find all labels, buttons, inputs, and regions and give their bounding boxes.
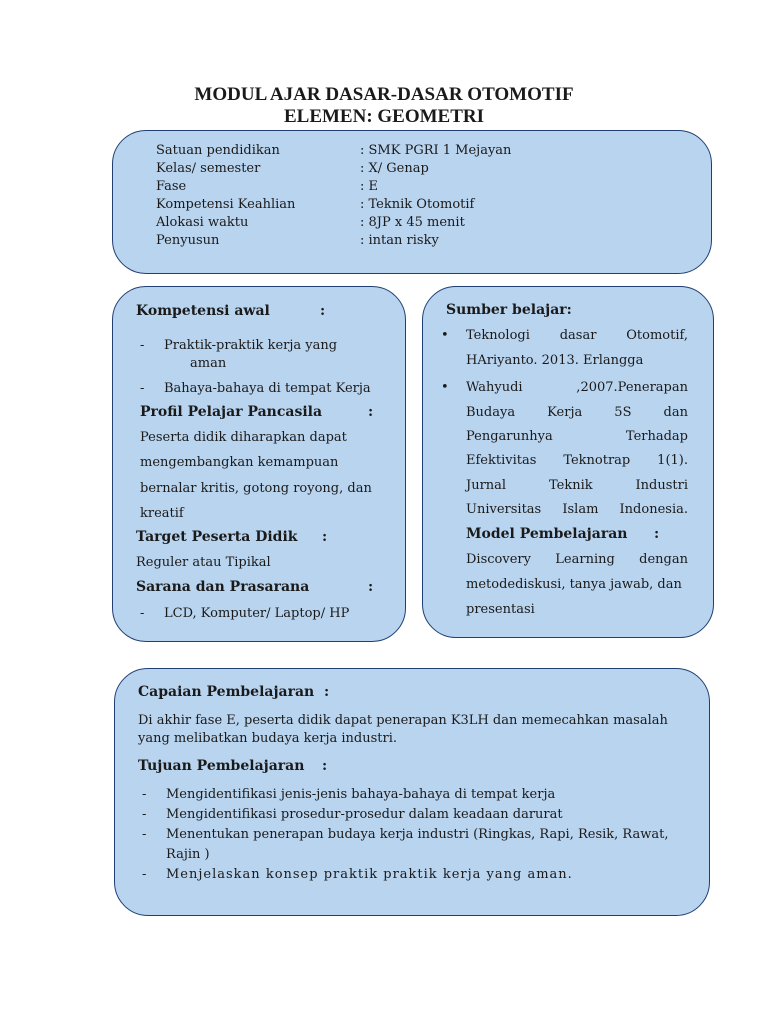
info-label-alokasi: Alokasi waktu <box>156 215 249 230</box>
tujuan-heading: Tujuan Pembelajaran <box>138 758 305 774</box>
ref2-line-4: Efektivitas Teknotrap 1(1). <box>466 453 688 468</box>
kompetensi-dash-2: - <box>140 381 145 396</box>
ref1-line-1: Teknologi dasar Otomotif, <box>466 328 688 343</box>
info-label-kompetensi: Kompetensi Keahlian <box>156 197 296 212</box>
profil-line-3: bernalar kritis, gotong royong, dan <box>140 481 372 496</box>
kompetensi-item-1-cont: aman <box>190 356 227 371</box>
sumber-heading: Sumber belajar: <box>446 302 572 318</box>
tujuan-item-3-cont: Rajin ) <box>166 847 210 862</box>
capaian-line-2: yang melibatkan budaya kerja industri. <box>138 731 398 746</box>
profil-colon: : <box>368 404 374 420</box>
info-value-penyusun: : intan risky <box>360 233 439 248</box>
kompetensi-item-2: Bahaya-bahaya di tempat Kerja <box>164 381 371 396</box>
profil-line-4: kreatif <box>140 506 184 521</box>
info-value-alokasi: : 8JP x 45 menit <box>360 215 465 230</box>
model-line-1: Discovery Learning dengan <box>466 552 688 567</box>
tujuan-dash-4: - <box>142 867 147 882</box>
sarana-colon: : <box>368 579 374 595</box>
tujuan-item-1: Mengidentifikasi jenis-jenis bahaya-bahaya di tempat kerja <box>166 787 556 802</box>
page-subtitle: ELEMEN: GEOMETRI <box>283 106 485 127</box>
info-label-satuan: Satuan pendidikan <box>156 143 280 158</box>
info-value-kompetensi: : Teknik Otomotif <box>360 197 475 212</box>
sarana-heading: Sarana dan Prasarana <box>136 579 310 595</box>
profil-heading: Profil Pelajar Pancasila <box>140 404 323 420</box>
sarana-item: LCD, Komputer/ Laptop/ HP <box>164 606 350 621</box>
tujuan-item-3: Menentukan penerapan budaya kerja industri (Ringkas, Rapi, Resik, Rawat, <box>166 827 669 842</box>
sarana-dash: - <box>140 606 145 621</box>
capaian-line-1: Di akhir fase E, peserta didik dapat penerapan K3LH dan memecahkan masalah <box>138 713 668 728</box>
ref-bullet-1: • <box>441 328 449 343</box>
tujuan-item-4: Menjelaskan konsep praktik praktik kerja yang aman. <box>166 867 573 882</box>
kompetensi-colon: : <box>320 303 326 319</box>
profil-line-2: mengembangkan kemampuan <box>140 455 339 470</box>
target-heading: Target Peserta Didik <box>136 529 298 545</box>
model-line-2: metodediskusi, tanya jawab, dan <box>466 577 682 592</box>
info-value-kelas: : X/ Genap <box>360 161 429 176</box>
page-title: MODUL AJAR DASAR-DASAR OTOMOTIF <box>194 84 574 105</box>
info-label-kelas: Kelas/ semester <box>156 161 261 176</box>
target-text: Reguler atau Tipikal <box>136 555 271 570</box>
ref2-line-1: Wahyudi ,2007.Penerapan <box>466 380 688 395</box>
profil-line-1: Peserta didik diharapkan dapat <box>140 430 347 445</box>
info-label-fase: Fase <box>156 179 187 194</box>
capaian-colon: : <box>324 684 330 700</box>
info-value-fase: : E <box>360 179 379 194</box>
info-value-satuan: : SMK PGRI 1 Mejayan <box>360 143 512 158</box>
kompetensi-heading: Kompetensi awal <box>136 303 270 319</box>
ref2-line-6: Universitas Islam Indonesia. <box>466 502 688 517</box>
ref-bullet-2: • <box>441 380 449 395</box>
tujuan-colon: : <box>322 758 328 774</box>
kompetensi-item-1: Praktik-praktik kerja yang <box>164 338 338 353</box>
model-heading: Model Pembelajaran <box>466 526 628 542</box>
kompetensi-dash-1: - <box>140 338 145 353</box>
info-label-penyusun: Penyusun <box>156 233 220 248</box>
ref1-line-2: HAriyanto. 2013. Erlangga <box>466 353 644 368</box>
model-line-3: presentasi <box>466 602 535 617</box>
ref2-line-3: Pengarunhya Terhadap <box>466 429 688 444</box>
target-colon: : <box>322 529 328 545</box>
tujuan-dash-3: - <box>142 827 147 842</box>
tujuan-dash-1: - <box>142 787 147 802</box>
capaian-heading: Capaian Pembelajaran <box>138 684 315 700</box>
ref2-line-5: Jurnal Teknik Industri <box>466 478 688 493</box>
model-colon: : <box>654 526 660 542</box>
tujuan-dash-2: - <box>142 807 147 822</box>
tujuan-item-2: Mengidentifikasi prosedur-prosedur dalam keadaan darurat <box>166 807 563 822</box>
ref2-line-2: Budaya Kerja 5S dan <box>466 405 688 420</box>
